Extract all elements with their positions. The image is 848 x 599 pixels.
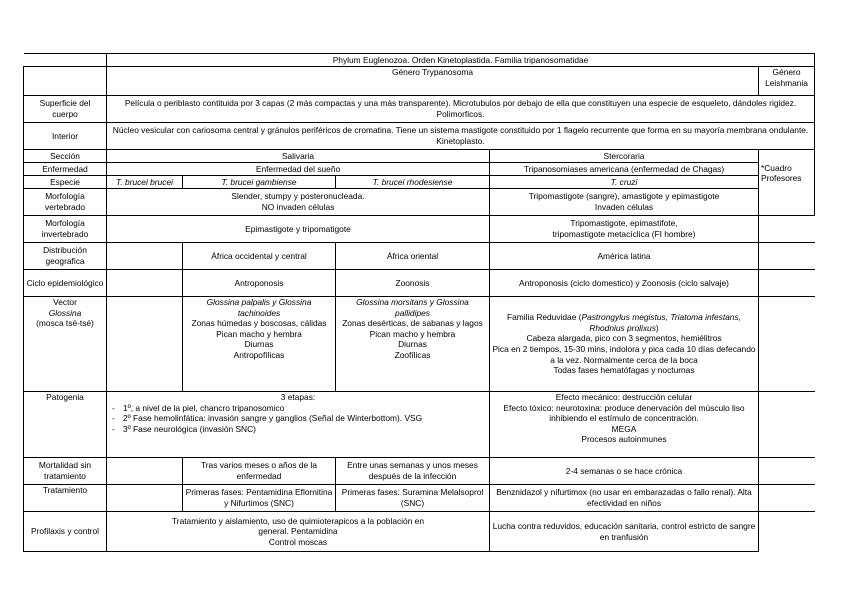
genero-leishmania-header: Género Leishmania: [759, 67, 815, 96]
distribucion-cruzi: América latina: [490, 243, 759, 270]
empty-label-cell: [24, 67, 107, 96]
profilaxis-salivaria: [107, 512, 490, 552]
morf-vert-ste-line1: Tripomastigote (sangre), amastigote y epimastigote: [528, 191, 720, 202]
cruzi-vector-line2: Pica en 2 tiempos, 15-30 mins, indolora y pica cada 10 días defecando a la vez. Normalmente cerca de la boca: [492, 344, 756, 365]
genero-trypanosoma-header: Género Trypanosoma: [107, 67, 759, 96]
gambiense-vector-species: Glossina palpalis y Glossina tachinoides: [206, 297, 312, 318]
morf-vert-sal-line2: NO invaden células: [261, 202, 335, 212]
ciclo-rhodesiense: Zoonosis: [336, 270, 490, 297]
patogenia-cruzi-line4: Procesos autoinmunes: [581, 434, 667, 445]
blank-right: [759, 458, 815, 485]
seccion-salivaria: Salivaria: [107, 150, 490, 163]
distribucion-gambiense: África occidental y central: [183, 243, 336, 270]
rhodesiense-vector-line3: Diurnas: [398, 339, 427, 350]
tratamiento-brucei: [107, 485, 183, 512]
row-label-mortalidad: Mortalidad sin tratamiento: [24, 458, 107, 485]
patogenia-etapa-2: - 2º Fase hemolinfática: invasión sangre y ganglios (Señal de Winterbottom). VSG: [123, 413, 487, 424]
tratamiento-cruzi: Benznidazol y nifurtimox (no usar en embarazadas o fallo renal). Alta efectividad en niños: [490, 485, 759, 512]
row-label-seccion: Sección: [24, 150, 107, 163]
rhodesiense-vector-line4: Zoofílicas: [394, 349, 431, 360]
vector-gambiense: [183, 297, 336, 392]
patogenia-cruzi-line2: Efecto tóxico: neurotoxina: produce denervación del músculo liso inhibiendo el estímulo de concentración.: [503, 402, 745, 424]
blank-right: [759, 485, 815, 512]
morf-inv-ste-line1: Tripomastigote, epimastifote,: [570, 218, 678, 229]
blank-right: [759, 512, 815, 552]
row-label-superficie: Superficie del cuerpo: [24, 96, 107, 123]
patogenia-cruzi-line3: MEGA: [611, 423, 637, 434]
mortalidad-cruzi: 2-4 semanas o se hace crónica: [490, 458, 759, 485]
row-label-morf-vert: Morfología vertebrado: [24, 189, 107, 216]
tratamiento-rhodesiense: Primeras fases: Suramina Melalsoprol (SNC): [336, 485, 490, 512]
blank-right: [759, 392, 815, 458]
patogenia-etapa-1: - 1º, a nivel de la piel, chancro tripanosomico: [123, 403, 487, 414]
vector-label-3: (mosca tsé-tsé): [36, 318, 94, 329]
cruzi-family-close: ): [655, 322, 659, 333]
patogenia-salivaria: [107, 392, 490, 458]
especie-gambiense: T. brucei gambiense: [183, 176, 336, 189]
gambiense-vector-line1: Zonas húmedas y boscosas, cálidas: [191, 318, 327, 329]
superficie-text: Película o periblasto contituida por 3 capas (2 más compactas y una más transparente). Microtubulos por debajo de ella que constituyen una especie de esqueleto, dándoles rigidez. Polimorficos.: [107, 96, 815, 123]
cruzi-vector-species: Pastrongylus megistus, Triatoma infestans, Rhodnius prolixus: [581, 312, 741, 333]
ciclo-gambiense: Antroponosis: [183, 270, 336, 297]
especie-cruzi: T. cruzi: [490, 176, 759, 189]
vector-brucei: [107, 297, 183, 392]
patogenia-cruzi: [490, 392, 759, 458]
morf-inv-ste-line2: tripomastigote metacíclica (FI hombre): [552, 229, 696, 239]
gambiense-vector-line4: Antropofílicas: [233, 349, 285, 360]
enfermedad-stercoraria: Tripanosomiases americana (enfermedad de Chagas): [490, 163, 759, 176]
rhodesiense-vector-species: Glossina morsitans y Glossina pallidipes: [356, 297, 469, 318]
patogenia-list: [109, 403, 487, 435]
row-label-profilaxis: Profilaxis y control: [24, 512, 107, 552]
vector-label-2: Glossina: [48, 307, 82, 318]
row-label-ciclo: Ciclo epidemiológico: [24, 270, 107, 297]
distribucion-brucei: [107, 243, 183, 270]
rhodesiense-vector-line2: Pican macho y hembra: [369, 328, 456, 339]
vector-rhodesiense: [336, 297, 490, 392]
morf-inv-salivaria: Epimastigote y tripomatigote: [107, 216, 490, 243]
profilaxis-sal-line2: Control moscas: [268, 536, 328, 547]
row-label-especie: Especie: [24, 176, 107, 189]
patogenia-cruzi-line1: Efecto mecánico: destrucción celular: [555, 392, 693, 402]
blank-right: [759, 270, 815, 297]
rhodesiense-vector-line1: Zonas desérticas, de sabanas y lagos: [342, 318, 483, 329]
seccion-stercoraria: Stercoraria: [490, 150, 759, 163]
note-top-cell: [759, 150, 815, 163]
morf-vert-sal-line1: Slender, stumpy y posteronucleada.: [231, 191, 365, 202]
especie-brucei: T. brucei brucei: [107, 176, 183, 189]
row-label-vector: [24, 297, 107, 392]
tripanosoma-table: [23, 53, 815, 552]
row-label-patogenia: Patogenia: [24, 392, 107, 458]
vector-cruzi: [490, 297, 759, 392]
patogenia-etapas: 3 etapas:: [280, 392, 316, 402]
especie-rhodesiense: T. brucei rhodesiense: [336, 176, 490, 189]
gambiense-vector-line2: Pican macho y hembra: [216, 328, 302, 339]
enfermedad-salivaria: Enfermedad del sueño: [107, 163, 490, 176]
row-label-morf-inv: Morfología invertebrado: [24, 216, 107, 243]
ciclo-cruzi: Antroponosis (ciclo domestico) y Zoonosis (ciclo salvaje): [490, 270, 759, 297]
cruzi-family-text: Familia Reduvidae (: [507, 312, 582, 323]
blank-right: [759, 216, 815, 243]
morf-vert-salivaria: [107, 189, 490, 216]
patogenia-etapa-3: - 3º Fase neurológica (invasión SNC): [123, 424, 487, 435]
cruzi-vector-line3: Todas fases hematófagas y nocturnas: [553, 365, 695, 376]
gambiense-vector-line3: Diurnas: [244, 339, 274, 350]
blank-right: [759, 297, 815, 392]
row-label-tratamiento: Tratamiento: [24, 485, 107, 512]
profilaxis-sal-line1: Tratamiento y aislamiento, uso de quimioterapicos a la población en general. Pentamidina: [171, 515, 424, 537]
cruzi-vector-line1: Cabeza alargada, pico con 3 segmentos, hemiélitros: [526, 333, 722, 344]
profilaxis-cruzi: Lucha contra reduvidos, educación sanitaria, control estricto de sangre en tranfusión: [490, 512, 759, 552]
tratamiento-gambiense: Primeras fases: Pentamidina Eflornitina y Nifurtimos (SNC): [183, 485, 336, 512]
morf-vert-stercoraria: [490, 189, 759, 216]
mortalidad-brucei: [107, 458, 183, 485]
row-label-enfermedad: Enfermedad: [24, 163, 107, 176]
row-label-distribucion: Distribución geografica: [24, 243, 107, 270]
blank-right: [759, 243, 815, 270]
phylum-header: Phylum Euglenozoa. Orden Kinetoplastida. Familia tripanosomatidae: [107, 54, 815, 67]
row-label-interior: Interior: [24, 123, 107, 150]
mortalidad-rhodesiense: Entre unas semanas y unos meses después de la infección: [336, 458, 490, 485]
cuadro-profesores-note: *Cuadro Profesores: [759, 163, 815, 216]
morf-vert-ste-line2: Invaden células: [594, 202, 654, 212]
mortalidad-gambiense: Tras varios meses o años de la enfermedad: [183, 458, 336, 485]
distribucion-rhodesiense: África oriental: [336, 243, 490, 270]
cruzi-vector-family: [492, 312, 756, 333]
morf-inv-stercoraria: [490, 216, 759, 243]
interior-text: Núcleo vesicular con cariosoma central y gránulos periféricos de cromatina. Tiene un sistema mastigote constituido por 1 flagelo recurrente que forma en su mayoría membrana ondulante. Kinetoplasto.: [107, 123, 815, 150]
corner-cell: [24, 54, 107, 67]
ciclo-brucei: [107, 270, 183, 297]
vector-label-1: Vector: [53, 297, 77, 307]
